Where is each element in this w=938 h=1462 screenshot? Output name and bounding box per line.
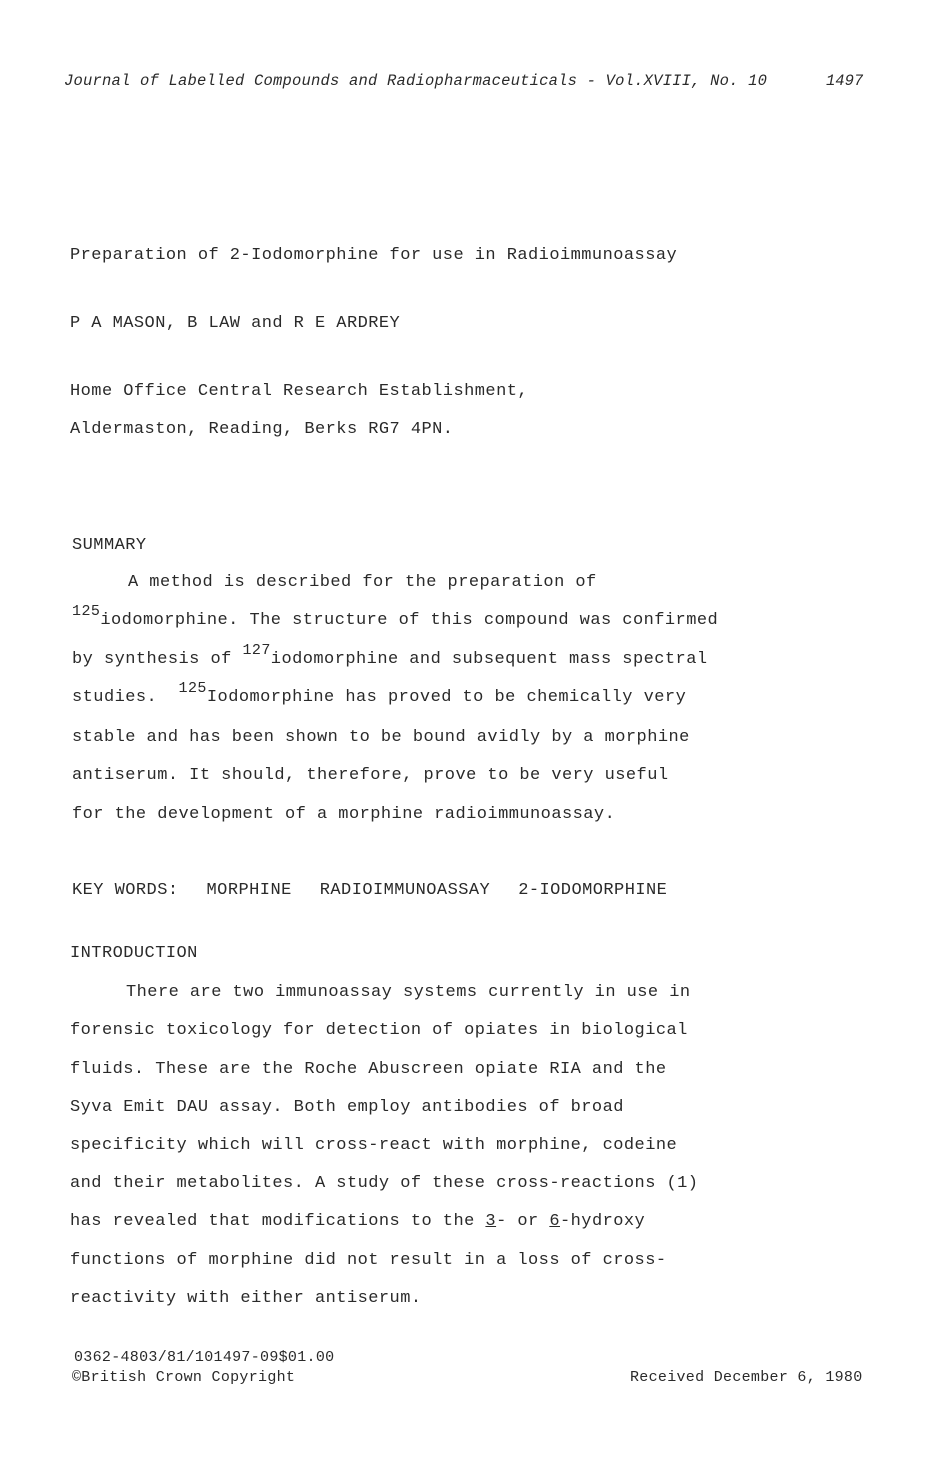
intro-line-2: forensic toxicology for detection of opiates in biological [70,1021,688,1040]
intro-line-5: specificity which will cross-react with morphine, codeine [70,1136,678,1155]
intro-line-1: There are two immunoassay systems currently in use in [126,983,691,1002]
affiliation-line-1: Home Office Central Research Establishment, [70,382,529,401]
article-title: Preparation of 2-Iodomorphine for use in Radioimmunoassay [70,246,678,265]
intro-line-4: Syva Emit DAU assay. Both employ antibodies of broad [70,1098,624,1117]
intro-text: -hydroxy [560,1212,646,1231]
intro-line-8: functions of morphine did not result in a loss of cross- [70,1251,667,1270]
isotope-superscript: 125 [72,603,101,621]
keywords-label: KEY WORDS: [72,881,179,900]
summary-text: iodomorphine. The structure of this compound was confirmed [100,611,719,630]
summary-line-1: A method is described for the preparation of [128,573,597,592]
intro-line-6: and their metabolites. A study of these cross-reactions (1) [70,1174,699,1193]
summary-line-4 [72,680,687,707]
summary-text: iodomorphine and subsequent mass spectral [270,650,708,669]
summary-text: Iodomorphine has proved to be chemically very [206,688,687,707]
summary-line-3 [72,642,708,669]
intro-line-9: reactivity with either antiserum. [70,1289,422,1308]
article-code: 0362-4803/81/101497-09$01.00 [74,1349,335,1366]
summary-text: studies. [72,688,179,707]
intro-text: has revealed that modifications to the [70,1212,486,1231]
keyword: RADIOIMMUNOASSAY [319,881,491,900]
summary-line-5: stable and has been shown to be bound avidly by a morphine [72,728,690,747]
affiliation-line-2: Aldermaston, Reading, Berks RG7 4PN. [70,420,454,439]
intro-text: - or [496,1212,550,1231]
introduction-heading: INTRODUCTION [70,944,198,963]
summary-line-6: antiserum. It should, therefore, prove to be very useful [72,766,669,785]
authors: P A MASON, B LAW and R E ARDREY [70,314,401,333]
underlined-position: 3 [485,1212,497,1231]
page-number: 1497 [826,72,864,90]
journal-header: Journal of Labelled Compounds and Radiopharmaceuticals - Vol.XVIII, No. 10 [64,72,768,90]
copyright-notice: ©British Crown Copyright [72,1369,296,1386]
isotope-superscript: 125 [178,680,207,698]
summary-line-2 [72,603,719,630]
keyword: MORPHINE [206,881,292,900]
intro-line-3: fluids. These are the Roche Abuscreen opiate RIA and the [70,1060,667,1079]
keywords-line [72,881,667,900]
keyword: 2-IODOMORPHINE [518,881,668,900]
received-date: Received December 6, 1980 [630,1369,863,1386]
summary-text: by synthesis of [72,650,243,669]
underlined-position: 6 [549,1212,560,1231]
summary-line-7: for the development of a morphine radioimmunoassay. [72,805,616,824]
isotope-superscript: 127 [242,642,271,660]
summary-heading: SUMMARY [72,536,147,555]
intro-line-7 [70,1212,645,1231]
